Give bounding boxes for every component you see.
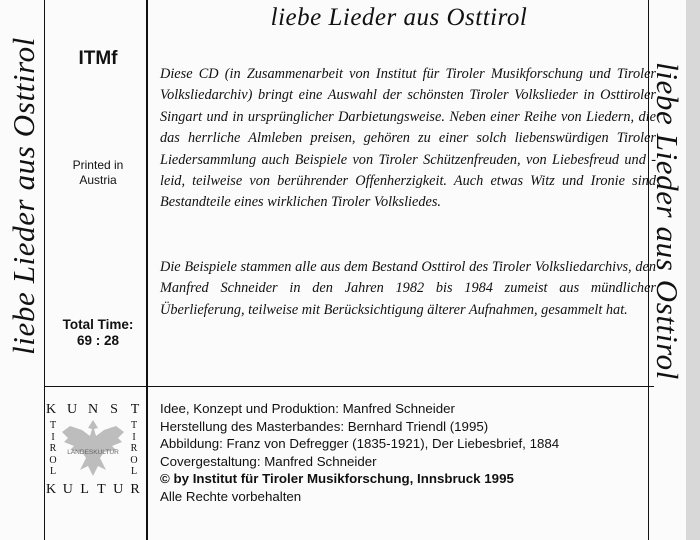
logo-bottom-letter: U: [62, 482, 73, 497]
logo-top-letter: S: [110, 402, 118, 417]
tirol-eagle-icon: [58, 416, 128, 482]
logo-left-letter: O: [49, 454, 57, 466]
logo-right-letter: O: [130, 454, 138, 466]
logo-left-letter: R: [49, 443, 57, 454]
panel-divider: [146, 0, 148, 540]
logo-top-letter: K: [45, 402, 57, 417]
logo-top-letter: T: [130, 402, 140, 417]
credit-copyright: © by Institut für Tiroler Musikforschung, Innsbruck 1995: [160, 471, 514, 486]
kunst-kultur-tirol-logo: [44, 398, 142, 502]
spine-right-title: liebe Lieder aus Osttirol: [650, 62, 685, 380]
printed-in: [52, 158, 144, 188]
logo-bottom-letter: L: [80, 482, 89, 497]
logo-center-text: LANDESKULTUR: [67, 449, 119, 456]
logo-bottom-letter: T: [97, 482, 106, 497]
description-paragraph-1: Diese CD (in Zusammenarbeit von Institut für Tiroler Musikforschung und Tiroler Volksliedarchiv) bringt eine Auswahl der schönsten Tiroler Volkslieder in Osttiroler Singart und in ursprünglicher Darbietungsweise. Neben einer Reihe von Liedern, die das herrliche Almleben preisen, gehören zu einer solch liebenswürdigen Tiroler Liedersammlung auch Beispiele von Tiroler Schützenfreuden, von Liebesfreud und -leid, teilweise von berührender Offenherzigkeit. Auch etwas Witz und Ironie sind Bestandteile eines wirklichen Tiroler Volksliedes.: [160, 66, 656, 211]
credit-rights: Alle Rechte vorbehalten: [160, 488, 302, 504]
logo-left-letter: L: [49, 466, 57, 477]
logo-bottom-letter: K: [45, 482, 57, 497]
credits-list: [160, 400, 650, 505]
logo-bottom-word: [44, 482, 142, 498]
logo-top-letter: U: [66, 402, 78, 417]
description-paragraph-2: Die Beispiele stammen alle aus dem Bestand Osttirol des Tiroler Volksliedarchivs, den Manfred Schneider in den Jahren 1982 bis 1984 zumeist aus mündlicher Überlieferung, teilweise mit Berücksichtigung älterer Aufnahmen, gesammelt hat.: [160, 259, 656, 318]
spine-left: [5, 6, 43, 386]
logo-bottom-letter: U: [113, 482, 124, 497]
total-time-label: Total Time:: [62, 317, 134, 332]
logo-right-letter: R: [130, 443, 138, 454]
label-itmf: ITMf: [78, 48, 118, 69]
credit-cover: Covergestaltung: Manfred Schneider: [160, 453, 377, 469]
total-time-value: 69 : 28: [76, 333, 120, 348]
printed-line-2: Austria: [79, 173, 117, 187]
spine-left-title: liebe Lieder aus Osttirol: [6, 37, 41, 355]
logo-left-letter: T: [49, 420, 57, 431]
credit-master: Herstellung des Masterbandes: Bernhard Triendl (1995): [160, 418, 489, 434]
album-title: liebe Lieder aus Osttirol: [270, 4, 528, 31]
printed-line-1: Printed in: [72, 158, 124, 172]
credit-illustration: Abbildung: Franz von Defregger (1835-1921), Der Liebesbrief, 1884: [160, 436, 560, 451]
total-time: [52, 317, 144, 349]
credits-divider: [44, 386, 654, 387]
logo-right-column: [128, 420, 140, 478]
logo-right-letter: T: [130, 420, 138, 431]
logo-top-letter: N: [87, 402, 99, 417]
logo-right-letter: L: [130, 466, 138, 477]
sheet-edge: [686, 0, 700, 540]
logo-right-letter: I: [132, 431, 136, 443]
logo-bottom-letter: R: [130, 482, 140, 497]
logo-left-letter: I: [51, 431, 55, 443]
credit-idea: Idee, Konzept und Produktion: Manfred Schneider: [160, 401, 455, 416]
